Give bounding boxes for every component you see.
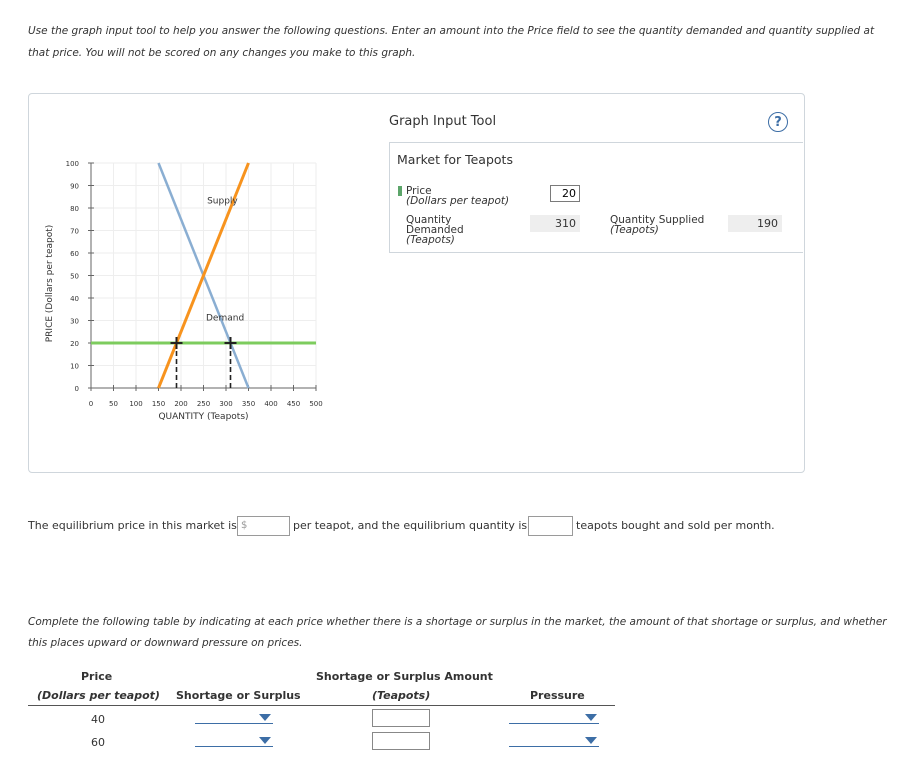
header-price-unit: (Dollars per teapot) [37,689,160,702]
market-title: Market for Teapots [397,152,513,167]
table-header-divider [28,705,615,706]
y-tick-label: 60 [70,250,79,258]
y-tick-label: 70 [70,227,79,236]
header-shortage-surplus: Shortage or Surplus [176,689,301,702]
pressure-select[interactable] [509,734,599,747]
price-label: Price [406,185,432,197]
help-icon[interactable]: ? [768,112,788,132]
dollar-sign: $ [241,520,248,531]
quantity-supplied-label: Quantity Supplied [610,214,705,226]
header-pressure: Pressure [530,689,585,702]
y-tick-label: 50 [70,272,79,281]
quantity-supplied-unit: (Teapots) [610,224,659,236]
x-tick-label: 150 [151,400,166,408]
supply-demand-chart [40,150,340,440]
equilibrium-quantity-input[interactable] [528,516,573,536]
dropdown-arrow-icon [585,737,597,744]
y-tick-label: 20 [70,340,79,348]
shortage-surplus-select[interactable] [195,734,273,747]
x-tick-label: 500 [309,400,323,408]
equilibrium-text-3: teapots bought and sold per month. [576,519,775,532]
x-axis-title: QUANTITY (Teapots) [158,412,249,422]
equilibrium-text-2: per teapot, and the equilibrium quantity is [293,519,528,532]
x-tick-label: 200 [174,400,188,408]
y-tick-label: 80 [70,205,79,213]
row-price: 60 [91,736,105,749]
x-tick-label: 100 [129,400,143,408]
header-price: Price [81,670,113,683]
table-instructions: Complete the following table by indicating at each price whether there is a shortage or surplus in the market, the amount of that shortage or surplus, and whether this places upward or downward pressure on prices. [28,616,887,649]
price-color-swatch [398,186,402,196]
equilibrium-text-1: The equilibrium price in this market is [28,519,237,532]
price-unit-label: (Dollars per teapot) [406,195,510,207]
dropdown-arrow-icon [585,714,597,721]
y-tick-label: 30 [70,317,79,326]
dropdown-arrow-icon [259,714,271,721]
header-amount-unit: (Teapots) [372,689,431,702]
price-input[interactable] [550,185,580,202]
curve-label: Demand [206,313,245,324]
quantity-supplied-value: 190 [728,215,782,232]
y-axis-title: PRICE (Dollars per teapot) [45,224,55,343]
graph-input-tool-title: Graph Input Tool [389,114,497,129]
y-tick-label: 10 [70,362,79,371]
y-tick-label: 90 [70,182,79,191]
x-tick-label: 450 [286,400,301,408]
y-tick-label: 0 [74,385,79,393]
amount-input[interactable] [372,732,430,750]
x-tick-label: 300 [219,400,233,408]
quantity-demanded-label-2: Demanded [406,224,464,236]
row-price: 40 [91,713,105,726]
x-tick-label: 400 [264,400,278,408]
quantity-demanded-value: 310 [530,215,580,232]
dropdown-arrow-icon [259,737,271,744]
pressure-select[interactable] [509,711,599,724]
shortage-surplus-select[interactable] [195,711,273,724]
quantity-demanded-unit: (Teapots) [406,234,455,246]
quantity-demanded-label-1: Quantity [406,214,452,226]
header-amount: Shortage or Surplus Amount [316,670,493,683]
y-tick-label: 40 [70,295,79,303]
x-tick-label: 0 [88,400,94,408]
y-tick-label: 100 [65,160,79,168]
x-tick-label: 50 [109,400,118,408]
x-tick-label: 350 [241,400,256,408]
amount-input[interactable] [372,709,430,727]
x-tick-label: 250 [196,400,211,408]
curve-label: Supply [207,196,238,207]
instructions-text: Use the graph input tool to help you answer the following questions. Enter an amount into the Price field to see the quantity demanded and quantity supplied at that price. You will not be scored on any changes you make to this graph. [28,25,875,59]
